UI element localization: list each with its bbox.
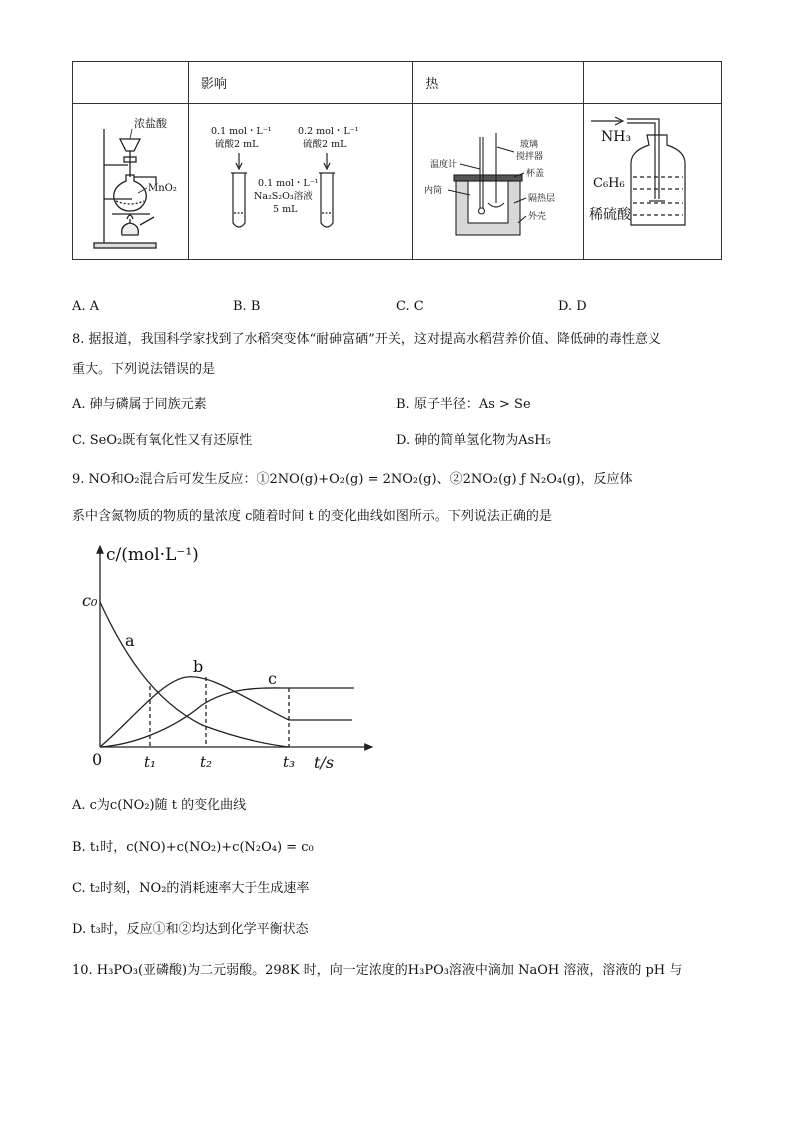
table-header-cell [73, 62, 189, 104]
table-header-cell [583, 62, 721, 104]
chlorine-apparatus-figure [76, 107, 184, 257]
label-lid: 杯盖 [525, 168, 544, 179]
q8-stem-line2: 重大。下列说法错误的是 [72, 362, 216, 377]
label-dilute-h2so4: 稀硫酸 [589, 206, 632, 223]
curve-b [100, 677, 352, 747]
origin-label: 0 [92, 750, 103, 769]
label-mid-vol: 5 mL [272, 203, 297, 215]
c0-label: c₀ [82, 591, 98, 610]
q7-option-d: D. D [558, 299, 587, 314]
q9-option-b: B. t₁时，c(NO)+c(NO₂)+c(N₂O₄) = c₀ [72, 840, 314, 855]
table-header-cell: 热 [413, 62, 583, 104]
q9-option-a: A. c为c(NO₂)随 t 的变化曲线 [72, 798, 247, 813]
q8-option-d: D. 砷的简单氢化物为AsH₅ [396, 433, 551, 448]
apparatus-b-cell [188, 104, 413, 260]
q8-option-a: A. 砷与磷属于同族元素 [72, 397, 207, 412]
tick-t1: t₁ [144, 753, 157, 771]
q9-option-c: C. t₂时刻，NO₂的消耗速率大于生成速率 [72, 881, 310, 896]
q8-option-b: B. 原子半径：As > Se [396, 397, 531, 412]
apparatus-a-cell [73, 104, 189, 260]
curve-b-label: b [193, 657, 204, 676]
label-left-conc: 0.1 mol・L⁻¹ [210, 125, 272, 137]
q8-stem-line1: 8. 据报道，我国科学家找到了水稻突变体“耐砷富硒”开关，这对提高水稻营养价值、降低砷的毒性意义 [72, 332, 661, 347]
label-right-acid: 硫酸2 mL [302, 138, 346, 150]
label-stirrer: 搅拌器 [515, 151, 543, 162]
label-conc-hcl: 浓盐酸 [134, 116, 168, 130]
apparatus-c-cell [413, 104, 583, 260]
q9-stem-line2: 系中含氮物质的物质的量浓度 c随着时间 t 的变化曲线如图所示。下列说法正确的是 [72, 509, 552, 524]
test-tubes-figure [201, 107, 401, 257]
tick-t2: t₂ [200, 753, 213, 771]
q9-stem-line1: 9. NO和O₂混合后可发生反应：①2NO(g)+O₂(g) = 2NO₂(g)、②2NO₂(g) ƒ N₂O₄(g)，反应体 [72, 472, 633, 487]
q9-option-d: D. t₃时，反应①和②均达到化学平衡状态 [72, 922, 309, 937]
curve-c [100, 688, 354, 747]
apparatus-d-cell [583, 104, 721, 260]
calorimeter-figure [418, 107, 578, 257]
label-thermometer: 温度计 [429, 159, 457, 170]
curve-c-label: c [268, 669, 277, 688]
label-c6h6: C₆H₆ [593, 175, 626, 191]
q7-option-a: A. A [72, 299, 100, 314]
curve-a-label: a [125, 631, 135, 650]
label-mno2: MnO₂ [148, 182, 178, 194]
label-right-conc: 0.2 mol・L⁻¹ [297, 125, 359, 137]
q8-option-c: C. SeO₂既有氧化性又有还原性 [72, 433, 253, 448]
label-nh3: NH₃ [601, 128, 632, 145]
label-inner: 内筒 [423, 185, 442, 196]
label-mid-soln: Na₂S₂O₃溶液 [253, 190, 313, 202]
label-left-acid: 硫酸2 mL [214, 138, 258, 150]
q7-option-c: C. C [396, 299, 424, 314]
q10-stem-line1: 10. H₃PO₃(亚磷酸)为二元弱酸。298K 时，向一定浓度的H₃PO₃溶液中滴加 NaOH 溶液，溶液的 pH 与 [72, 963, 683, 978]
experiment-table [72, 61, 722, 260]
label-shell: 外壳 [527, 211, 546, 222]
y-axis-label: c/(mol·L⁻¹) [106, 545, 199, 565]
table-header-cell: 影响 [188, 62, 413, 104]
x-axis-label: t/s [314, 753, 335, 772]
label-glass: 玻璃 [519, 139, 538, 150]
label-insulation: 隔热层 [527, 193, 555, 204]
concentration-time-graph [72, 540, 382, 775]
label-mid-conc: 0.1 mol・L⁻¹ [257, 177, 319, 189]
q7-option-b: B. B [233, 299, 261, 314]
tick-t3: t₃ [283, 753, 296, 771]
nh3-absorption-figure [587, 107, 717, 257]
